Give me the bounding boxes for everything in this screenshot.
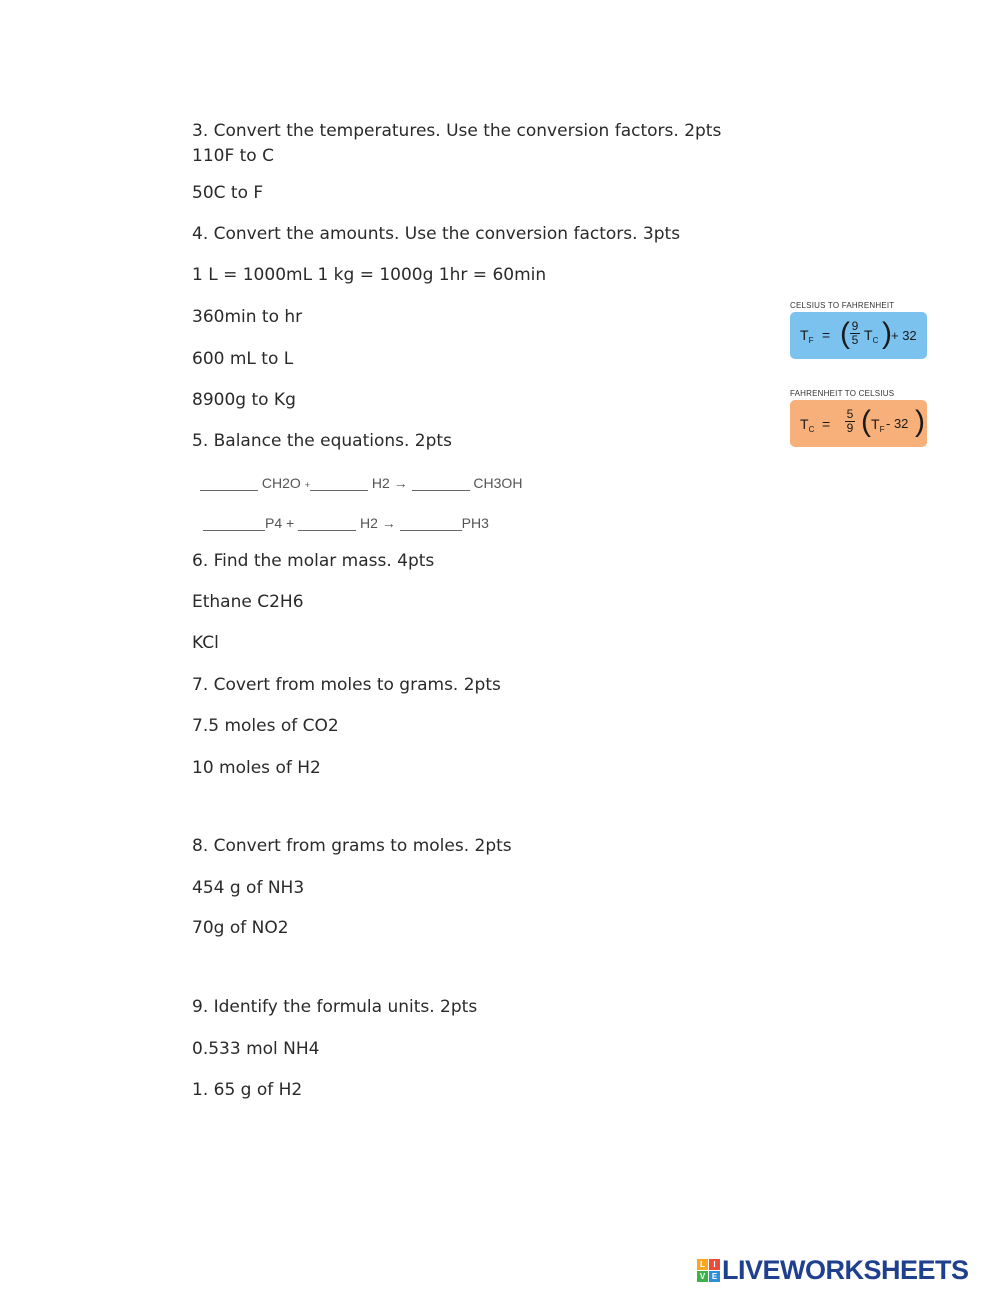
blank-4[interactable] bbox=[203, 516, 265, 531]
tf-symbol: $T_F$ bbox=[800, 327, 814, 345]
minus-32: - 32 bbox=[886, 416, 909, 431]
eq2-reactant-2: H2 bbox=[359, 515, 378, 531]
plus-32: + 32 bbox=[891, 328, 917, 343]
q4-item-360min: 360min to hr bbox=[192, 307, 303, 327]
c-to-f-label: CELSIUS TO FAHRENHEIT bbox=[790, 301, 895, 310]
eq1-reactant-1: CH2O bbox=[261, 475, 301, 491]
eq2-reactant-1: P4 + bbox=[265, 515, 295, 531]
q4-item-600ml: 600 mL to L bbox=[192, 349, 294, 369]
fraction-5-9: 5 9 bbox=[846, 407, 854, 435]
logo-block-i: I bbox=[709, 1259, 720, 1270]
logo-block-l: L bbox=[697, 1259, 708, 1270]
blank-6[interactable] bbox=[400, 516, 462, 531]
left-paren: ( bbox=[840, 317, 850, 350]
q3-item-50c: 50C to F bbox=[192, 183, 264, 203]
equals-sign: = bbox=[822, 327, 831, 343]
q8-item-no2: 70g of NO2 bbox=[192, 918, 289, 938]
equation-2 bbox=[203, 515, 489, 531]
logo-text: LIVEWORKSHEETS bbox=[722, 1255, 969, 1285]
left-paren-2: ( bbox=[861, 405, 871, 438]
eq1-reactant-2: H2 bbox=[371, 475, 390, 491]
q8-item-nh3: 454 g of NH3 bbox=[192, 878, 305, 898]
equals-sign-2: = bbox=[822, 416, 831, 432]
q6-item-ethane: Ethane C2H6 bbox=[192, 592, 304, 612]
f-to-c-label: FAHRENHEIT TO CELSIUS bbox=[790, 389, 895, 398]
eq2-arrow-icon: → bbox=[381, 515, 396, 531]
equation-1 bbox=[200, 475, 522, 491]
liveworksheets-logo bbox=[697, 1255, 969, 1286]
right-paren: ) bbox=[882, 317, 892, 350]
q9-item-nh4: 0.533 mol NH4 bbox=[192, 1039, 320, 1059]
fraction-9-5: 9 5 bbox=[851, 319, 859, 347]
q7-item-co2: 7.5 moles of CO2 bbox=[192, 716, 339, 736]
tc-symbol-2: $T_C$ bbox=[800, 416, 815, 434]
blank-5[interactable] bbox=[298, 516, 356, 531]
q4-factors: 1 L = 1000mL 1 kg = 1000g 1hr = 60min bbox=[192, 265, 547, 285]
q4-item-8900g: 8900g to Kg bbox=[192, 390, 296, 410]
tf-symbol-2: $T_F$ bbox=[871, 416, 885, 434]
eq2-product: PH3 bbox=[461, 515, 489, 531]
tc-symbol: $T_C$ bbox=[864, 327, 879, 345]
f-to-c-formula bbox=[790, 400, 927, 447]
logo-block-v: V bbox=[697, 1271, 708, 1282]
q6-item-kcl: KCl bbox=[192, 633, 219, 653]
q4-heading: 4. Convert the amounts. Use the conversion factors. 3pts bbox=[192, 224, 681, 244]
q7-item-h2: 10 moles of H2 bbox=[192, 758, 321, 778]
right-paren-2: ) bbox=[915, 405, 925, 438]
q5-heading: 5. Balance the equations. 2pts bbox=[192, 431, 452, 451]
q3-item-110f: 110F to C bbox=[192, 146, 274, 166]
logo-blocks-icon bbox=[697, 1259, 720, 1282]
q8-heading: 8. Convert from grams to moles. 2pts bbox=[192, 836, 512, 856]
blank-3[interactable] bbox=[412, 476, 470, 491]
q9-item-h2: 1. 65 g of H2 bbox=[192, 1080, 303, 1100]
c-to-f-formula bbox=[790, 312, 927, 359]
eq1-plus: + bbox=[304, 480, 310, 490]
blank-2[interactable] bbox=[310, 476, 368, 491]
blank-1[interactable] bbox=[200, 476, 258, 491]
eq1-product: CH3OH bbox=[473, 475, 523, 491]
q7-heading: 7. Covert from moles to grams. 2pts bbox=[192, 675, 501, 695]
eq1-arrow-icon: → bbox=[393, 475, 408, 491]
logo-block-e: E bbox=[709, 1271, 720, 1282]
q9-heading: 9. Identify the formula units. 2pts bbox=[192, 997, 478, 1017]
q3-heading: 3. Convert the temperatures. Use the conversion factors. 2pts bbox=[192, 121, 722, 141]
q6-heading: 6. Find the molar mass. 4pts bbox=[192, 551, 435, 571]
